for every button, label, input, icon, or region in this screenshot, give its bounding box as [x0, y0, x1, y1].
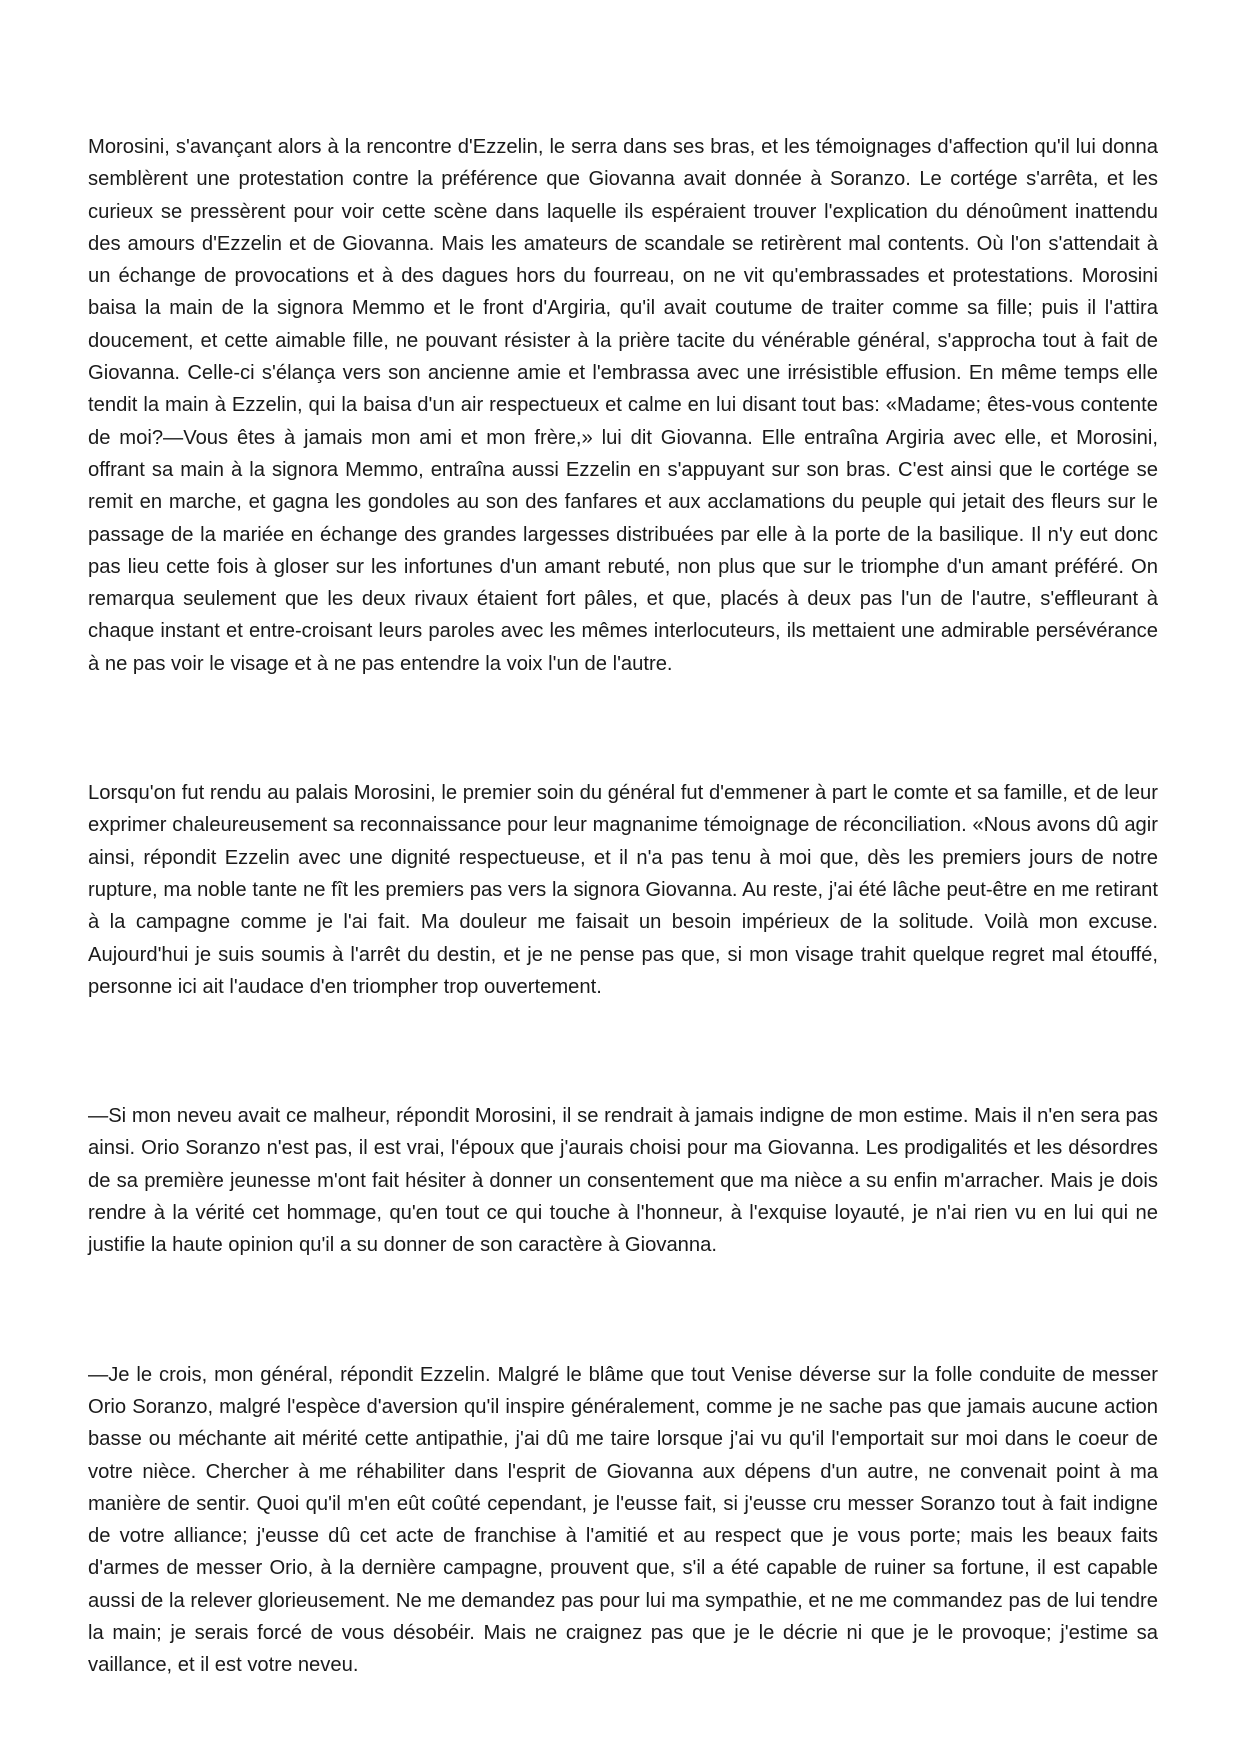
document-page [88, 131, 1158, 1682]
paragraph-4: —Je le crois, mon général, répondit Ezzelin. Malgré le blâme que tout Venise déverse sur la folle conduite de messer Orio Soranzo, malgré l'espèce d'aversion qu'il inspire généralement, comme je ne sache pas que jamais aucune action basse ou méchante ait mérité cette antipathie, j'ai dû me taire lorsque j'ai vu qu'il l'emportait sur moi dans le coeur de votre nièce. Chercher à me réhabiliter dans l'esprit de Giovanna aux dépens d'un autre, ne convenait point à ma manière de sentir. Quoi qu'il m'en eût coûté cependant, je l'eusse fait, si j'eusse cru messer Soranzo tout à fait indigne de votre alliance; j'eusse dû cet acte de franchise à l'amitié et au respect que je vous porte; mais les beaux faits d'armes de messer Orio, à la dernière campagne, prouvent que, s'il a été capable de ruiner sa fortune, il est capable aussi de la relever glorieusement. Ne me demandez pas pour lui ma sympathie, et ne me commandez pas de lui tendre la main; je serais forcé de vous désobéir. Mais ne craignez pas que je le décrie ni que je le provoque; j'estime sa vaillance, et il est votre neveu. [88, 1363, 1158, 1677]
paragraph-3: —Si mon neveu avait ce malheur, répondit Morosini, il se rendrait à jamais indigne de mon estime. Mais il n'en sera pas ainsi. Orio Soranzo n'est pas, il est vrai, l'époux que j'aurais choisi pour ma Giovanna. Les prodigalités et les désordres de sa première jeunesse m'ont fait hésiter à donner un consentement que ma nièce a su enfin m'arracher. Mais je dois rendre à la vérité cet hommage, qu'en tout ce qui touche à l'honneur, à l'exquise loyauté, je n'ai rien vu en lui qui ne justifie la haute opinion qu'il a su donner de son caractère à Giovanna. [88, 1105, 1158, 1257]
paragraph-2: Lorsqu'on fut rendu au palais Morosini, le premier soin du général fut d'emmener à part le comte et sa famille, et de leur exprimer chaleureusement sa reconnaissance pour leur magnanime témoignage de réconciliation. «Nous avons dû agir ainsi, répondit Ezzelin avec une dignité respectueuse, et il n'a pas tenu à moi que, dès les premiers jours de notre rupture, ma noble tante ne fît les premiers pas vers la signora Giovanna. Au reste, j'ai été lâche peut-être en me retirant à la campagne comme je l'ai fait. Ma douleur me faisait un besoin impérieux de la solitude. Voilà mon excuse. Aujourd'hui je suis soumis à l'arrêt du destin, et je ne pense pas que, si mon visage trahit quelque regret mal étouffé, personne ici ait l'audace d'en triompher trop ouvertement. [88, 782, 1158, 998]
paragraph-1: Morosini, s'avançant alors à la rencontre d'Ezzelin, le serra dans ses bras, et les témoignages d'affection qu'il lui donna semblèrent une protestation contre la préférence que Giovanna avait donnée à Soranzo. Le cortége s'arrêta, et les curieux se pressèrent pour voir cette scène dans laquelle ils espéraient trouver l'explication du dénoûment inattendu des amours d'Ezzelin et de Giovanna. Mais les amateurs de scandale se retirèrent mal contents. Où l'on s'attendait à un échange de provocations et à des dagues hors du fourreau, on ne vit qu'embrassades et protestations. Morosini baisa la main de la signora Memmo et le front d'Argiria, qu'il avait coutume de traiter comme sa fille; puis il l'attira doucement, et cette aimable fille, ne pouvant résister à la prière tacite du vénérable général, s'approcha tout à fait de Giovanna. Celle-ci s'élança vers son ancienne amie et l'embrassa avec une irrésistible effusion. En même temps elle tendit la main à Ezzelin, qui la baisa d'un air respectueux et calme en lui disant tout bas: «Madame; êtes-vous contente de moi?—Vous êtes à jamais mon ami et mon frère,» lui dit Giovanna. Elle entraîna Argiria avec elle, et Morosini, offrant sa main à la signora Memmo, entraîna aussi Ezzelin en s'appuyant sur son bras. C'est ainsi que le cortége se remit en marche, et gagna les gondoles au son des fanfares et aux acclamations du peuple qui jetait des fleurs sur le passage de la mariée en échange des grandes largesses distribuées par elle à la porte de la basilique. Il n'y eut donc pas lieu cette fois à gloser sur les infortunes d'un amant rebuté, non plus que sur le triomphe d'un amant préféré. On remarqua seulement que les deux rivaux étaient fort pâles, et que, placés à deux pas l'un de l'autre, s'effleurant à chaque instant et entre-croisant leurs paroles avec les mêmes interlocuteurs, ils mettaient une admirable persévérance à ne pas voir le visage et à ne pas entendre la voix l'un de l'autre. [88, 136, 1158, 675]
